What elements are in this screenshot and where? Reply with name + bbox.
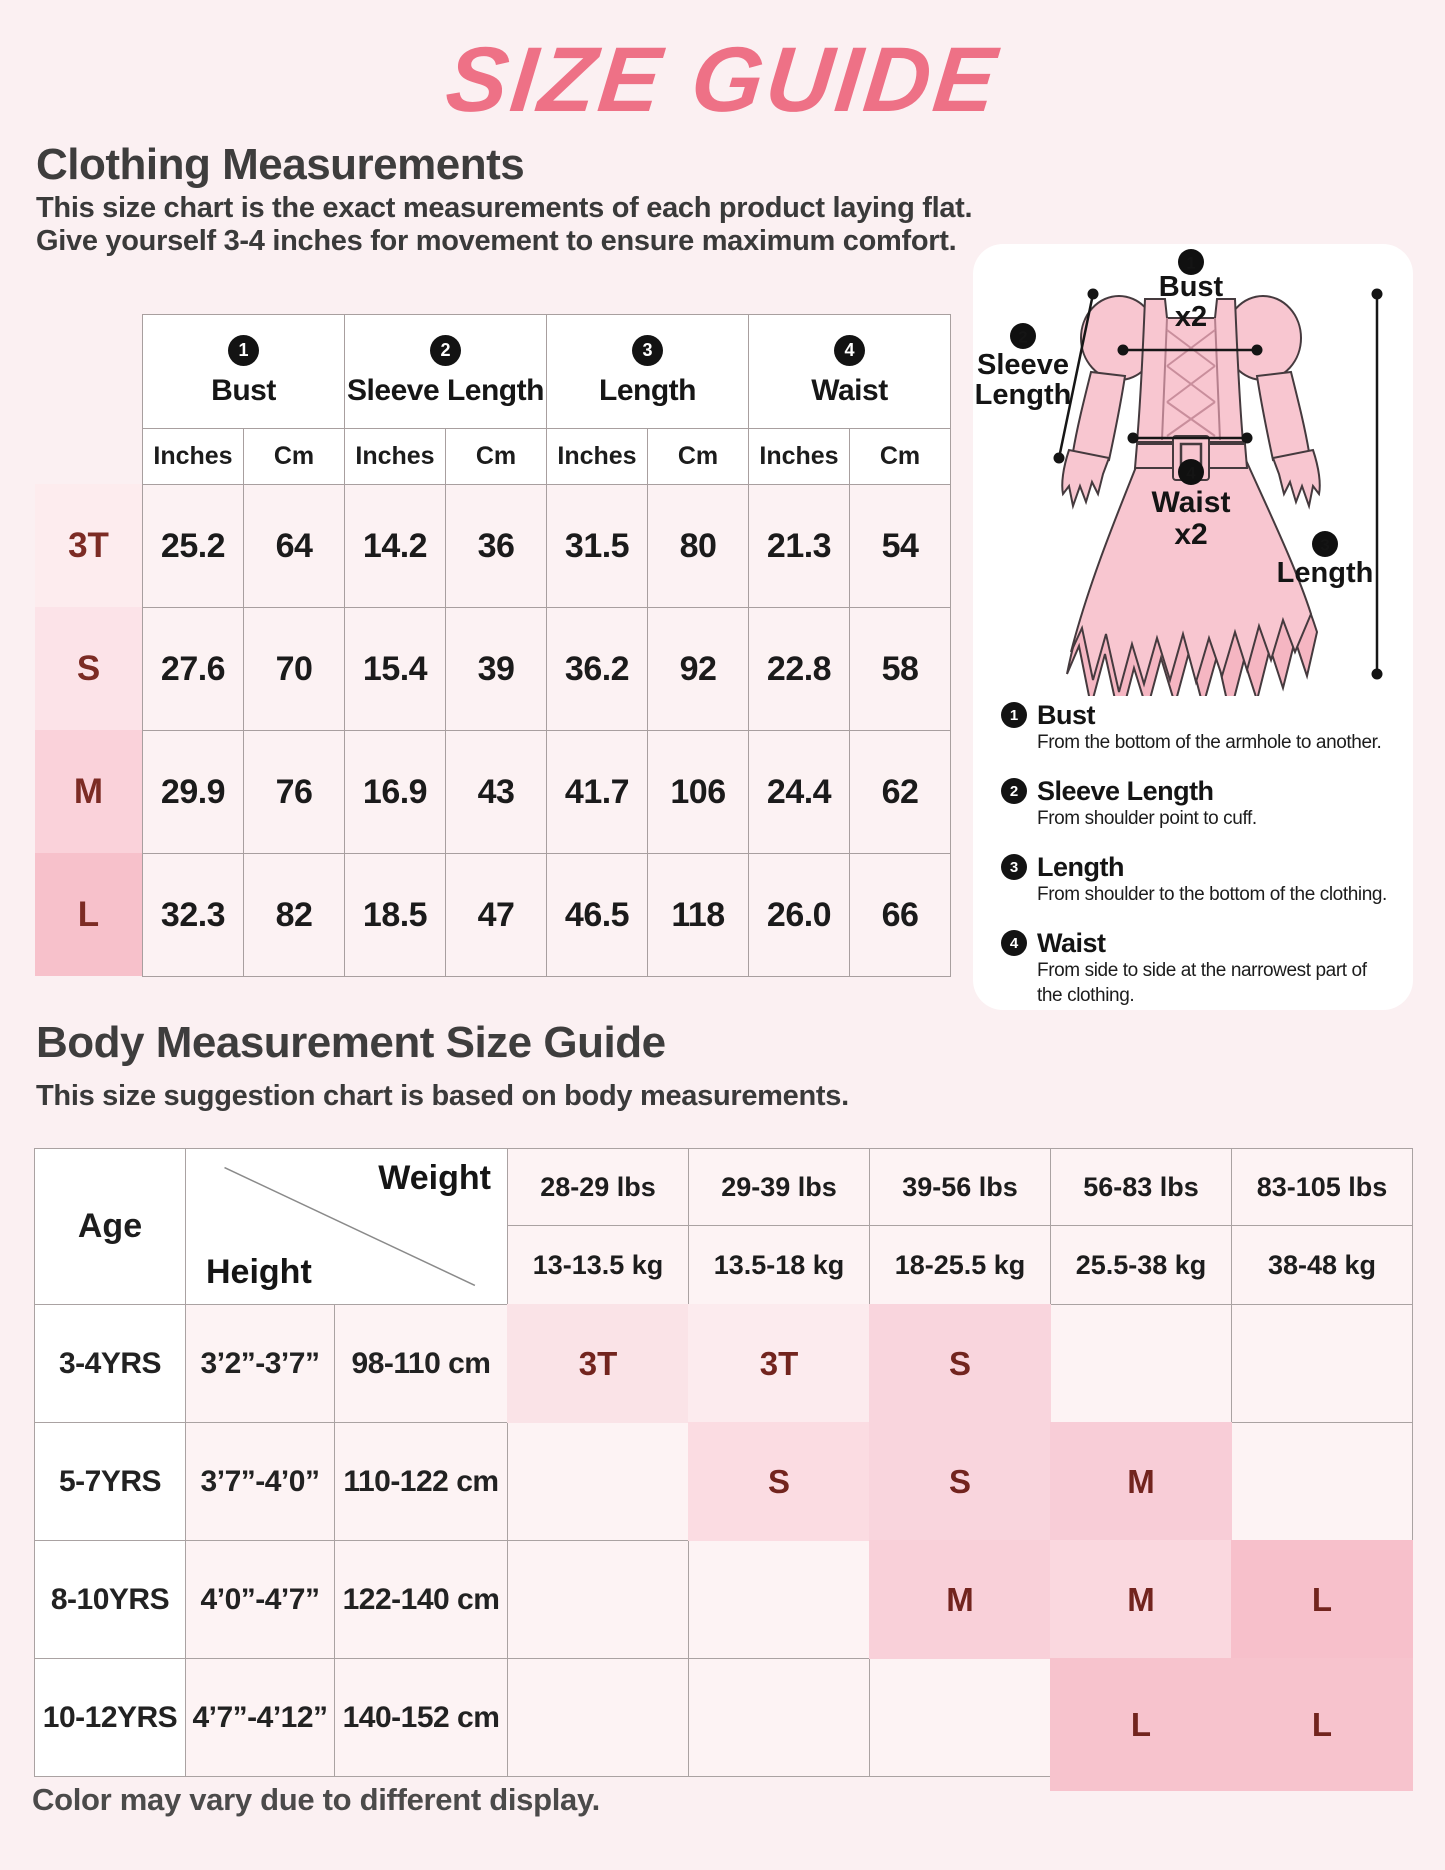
circled-3-icon: 3: [1001, 854, 1027, 880]
size-cell: [1232, 1305, 1413, 1423]
cell: 41.7: [547, 731, 648, 854]
cell: 46.5: [547, 854, 648, 977]
cell: 14.2: [345, 485, 446, 608]
cell: 16.9: [345, 731, 446, 854]
age-cell: 10-12YRS: [35, 1659, 186, 1777]
cell: 92: [648, 608, 749, 731]
height-ft-cell: 3’2”-3’7”: [186, 1305, 335, 1423]
cell: 25.2: [143, 485, 244, 608]
clothing-measurements-description: [36, 192, 972, 258]
size-highlight: S: [869, 1304, 1051, 1423]
legend-definition: From side to side at the narrowest part of the clothing.: [1037, 960, 1367, 1006]
sleeve-length-annotation: [975, 323, 1072, 411]
cell: 31.5: [547, 485, 648, 608]
size-cell: [508, 1423, 689, 1541]
cell: 36: [446, 485, 547, 608]
size-highlight: 3T: [507, 1304, 689, 1423]
weight-kg-header: 38-48 kg: [1232, 1226, 1413, 1305]
group-label-waist: Waist: [811, 374, 888, 407]
svg-text:3: 3: [1320, 535, 1330, 555]
legend-item-length: [1001, 852, 1393, 907]
age-cell: 5-7YRS: [35, 1423, 186, 1541]
table-row-l: [143, 854, 951, 977]
color-disclaimer: Color may vary due to different display.: [32, 1782, 600, 1817]
age-cell: 3-4YRS: [35, 1305, 186, 1423]
size-label-s: S: [35, 607, 142, 730]
cell: 70: [244, 608, 345, 731]
height-cm-cell: 110-122 cm: [335, 1423, 508, 1541]
legend-term: Sleeve Length: [1037, 776, 1214, 806]
page-title: SIZE GUIDE: [441, 29, 1004, 131]
cell: 18.5: [345, 854, 446, 977]
size-cell: [870, 1659, 1051, 1777]
circled-2-icon: 2: [1001, 778, 1027, 804]
cell: 80: [648, 485, 749, 608]
svg-text:Waist: Waist: [1151, 486, 1231, 519]
weight-lbs-row: [35, 1149, 1413, 1226]
unit-header: Cm: [648, 429, 749, 485]
size-cell: [689, 1541, 870, 1659]
weight-height-diagonal-cell: [186, 1149, 508, 1305]
size-label-column: [35, 314, 142, 977]
circled-1-icon: 1: [228, 335, 259, 366]
weight-lbs-header: 39-56 lbs: [870, 1149, 1051, 1226]
circled-4-icon: 4: [1001, 930, 1027, 956]
weight-lbs-header: 83-105 lbs: [1232, 1149, 1413, 1226]
cell: 58: [850, 608, 951, 731]
body-measurement-description: This size suggestion chart is based on body measurements.: [36, 1080, 849, 1112]
column-group-sleeve-length: [345, 315, 547, 429]
legend-definition: From shoulder point to cuff.: [1037, 808, 1257, 829]
svg-text:1: 1: [1186, 253, 1196, 273]
size-cell: [1051, 1305, 1232, 1423]
cell: 26.0: [749, 854, 850, 977]
unit-header: Cm: [446, 429, 547, 485]
measurements-grid: [142, 314, 951, 977]
cell: 47: [446, 854, 547, 977]
cell: 39: [446, 608, 547, 731]
height-ft-cell: 4’0”-4’7”: [186, 1541, 335, 1659]
description-line-2: Give yourself 3-4 inches for movement to ensure maximum comfort.: [36, 225, 957, 257]
svg-text:x2: x2: [1174, 301, 1208, 333]
cell: 54: [850, 485, 951, 608]
circled-4-icon: 4: [834, 335, 865, 366]
weight-kg-header: 13-13.5 kg: [508, 1226, 689, 1305]
circled-2-icon: 2: [430, 335, 461, 366]
size-highlight: M: [1050, 1540, 1232, 1659]
size-highlight: 3T: [688, 1304, 870, 1423]
height-cm-cell: 98-110 cm: [335, 1305, 508, 1423]
group-label-bust: Bust: [211, 374, 276, 407]
cell: 22.8: [749, 608, 850, 731]
group-header-row: [143, 315, 951, 429]
cell: 76: [244, 731, 345, 854]
cell: 64: [244, 485, 345, 608]
clothing-measurements-table: [35, 314, 951, 977]
weight-lbs-header: 28-29 lbs: [508, 1149, 689, 1226]
body-measurement-table: [34, 1148, 1412, 1777]
svg-text:2: 2: [1018, 327, 1028, 347]
cell: 15.4: [345, 608, 446, 731]
legend-term: Waist: [1037, 928, 1106, 958]
cell: 29.9: [143, 731, 244, 854]
description-line-1: This size chart is the exact measurements of each product laying flat.: [36, 192, 973, 224]
size-label-m: M: [35, 730, 142, 853]
weight-header: Weight: [378, 1159, 491, 1197]
unit-header: Cm: [850, 429, 951, 485]
size-column-spacer: [35, 314, 142, 484]
clothing-measurements-heading: Clothing Measurements: [36, 140, 525, 189]
unit-header: Inches: [345, 429, 446, 485]
body-measurement-heading: Body Measurement Size Guide: [36, 1018, 666, 1067]
legend-term: Length: [1037, 852, 1124, 882]
height-cm-cell: 122-140 cm: [335, 1541, 508, 1659]
cell: 62: [850, 731, 951, 854]
table-row-s: [143, 608, 951, 731]
size-cell: [689, 1659, 870, 1777]
legend-definition: From shoulder to the bottom of the clothing.: [1037, 884, 1387, 905]
unit-header: Cm: [244, 429, 345, 485]
weight-lbs-header: 56-83 lbs: [1051, 1149, 1232, 1226]
cell: 24.4: [749, 731, 850, 854]
height-cm-cell: 140-152 cm: [335, 1659, 508, 1777]
group-label-length: Length: [599, 374, 696, 407]
group-label-sleeve-length: Sleeve Length: [347, 374, 544, 407]
legend-definition: From the bottom of the armhole to another.: [1037, 732, 1382, 753]
size-cell: [508, 1541, 689, 1659]
column-group-length: [547, 315, 749, 429]
cell: 21.3: [749, 485, 850, 608]
table-row-m: [143, 731, 951, 854]
size-highlight: S: [688, 1422, 870, 1541]
cell: 27.6: [143, 608, 244, 731]
size-highlight: L: [1231, 1658, 1413, 1791]
weight-kg-header: 18-25.5 kg: [870, 1226, 1051, 1305]
height-header: Height: [206, 1253, 312, 1291]
weight-lbs-header: 29-39 lbs: [689, 1149, 870, 1226]
size-highlight: L: [1050, 1658, 1232, 1791]
svg-text:x2: x2: [1174, 518, 1208, 551]
svg-text:Length: Length: [974, 379, 1072, 411]
circled-3-icon: 3: [632, 335, 663, 366]
height-ft-cell: 4’7”-4’12”: [186, 1659, 335, 1777]
unit-header: Inches: [547, 429, 648, 485]
size-highlight: M: [1050, 1422, 1232, 1541]
length-annotation: [1277, 531, 1374, 589]
legend-item-sleeve-length: [1001, 776, 1393, 831]
cell: 32.3: [143, 854, 244, 977]
circled-1-icon: 1: [1001, 702, 1027, 728]
weight-kg-header: 13.5-18 kg: [689, 1226, 870, 1305]
cell: 66: [850, 854, 951, 977]
size-label-3t: 3T: [35, 484, 142, 607]
table-row-3t: [143, 485, 951, 608]
unit-header: Inches: [143, 429, 244, 485]
measurement-legend: [973, 696, 1413, 1008]
age-header: Age: [35, 1149, 186, 1305]
legend-item-waist: [1001, 928, 1393, 1008]
dress-illustration: [973, 244, 1413, 696]
legend-item-bust: [1001, 700, 1393, 755]
size-highlight: L: [1231, 1540, 1413, 1659]
cell: 82: [244, 854, 345, 977]
cell: 106: [648, 731, 749, 854]
size-cell: [1232, 1423, 1413, 1541]
svg-text:Sleeve: Sleeve: [977, 349, 1069, 381]
size-label-l: L: [35, 853, 142, 976]
cell: 36.2: [547, 608, 648, 731]
size-highlight: S: [869, 1422, 1051, 1541]
legend-term: Bust: [1037, 700, 1095, 730]
size-highlight: M: [869, 1540, 1051, 1659]
measurement-diagram-card: [973, 244, 1413, 1010]
weight-kg-header: 25.5-38 kg: [1051, 1226, 1232, 1305]
cell: 118: [648, 854, 749, 977]
size-cell: [508, 1659, 689, 1777]
unit-header-row: [143, 429, 951, 485]
svg-text:Length: Length: [1276, 557, 1374, 589]
cell: 43: [446, 731, 547, 854]
svg-text:Bust: Bust: [1158, 271, 1224, 303]
svg-text:4: 4: [1186, 463, 1196, 483]
unit-header: Inches: [749, 429, 850, 485]
column-group-bust: [143, 315, 345, 429]
age-cell: 8-10YRS: [35, 1541, 186, 1659]
height-ft-cell: 3’7”-4’0”: [186, 1423, 335, 1541]
column-group-waist: [749, 315, 951, 429]
